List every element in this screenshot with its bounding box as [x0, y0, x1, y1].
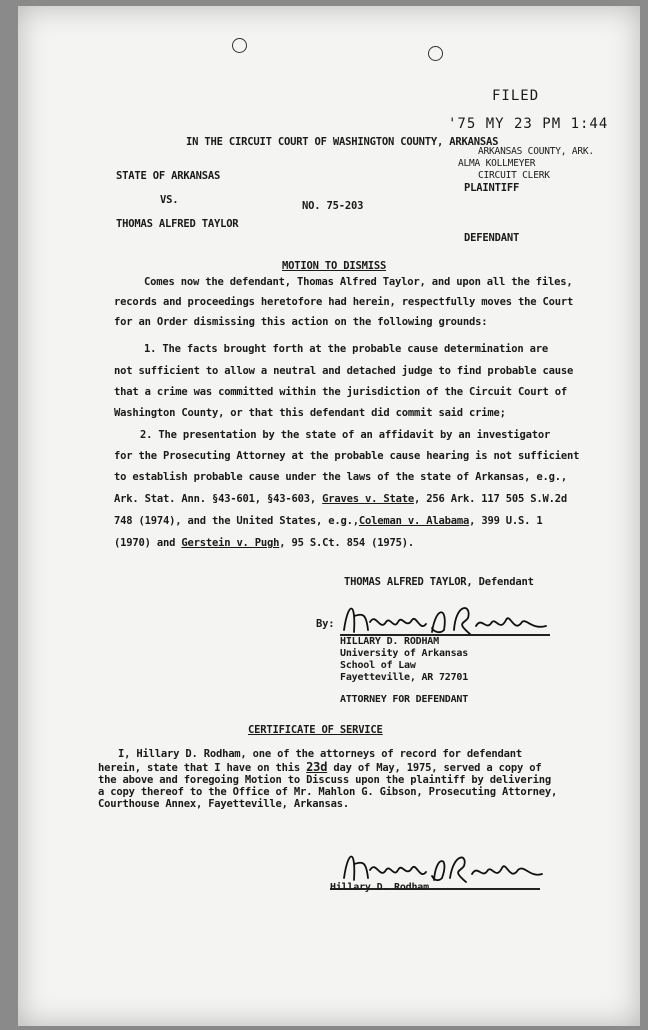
attorney-address: School of Law [340, 660, 416, 671]
certificate-text: herein, state that I have on this [98, 762, 307, 774]
certificate-signer: Hillary D. Rodham [330, 882, 429, 893]
citation-text: (1970) and [114, 537, 182, 549]
citation-text: 748 (1974), and the United States, e.g., [114, 515, 359, 527]
motion-line: records and proceedings heretofore had herein, respectfully moves the Court [114, 296, 574, 308]
motion-line: Washington County, or that this defendant did commit said crime; [114, 407, 506, 419]
certificate-line: I, Hillary D. Rodham, one of the attorneys of record for defendant [118, 748, 523, 760]
versus-label: VS. [160, 194, 179, 206]
case-cite-coleman: Coleman v. Alabama [358, 515, 470, 527]
motion-line: that a crime was committed within the jurisdiction of the Circuit Court of [114, 386, 567, 398]
signature-by-label: By: [316, 618, 335, 630]
plaintiff-name: STATE OF ARKANSAS [116, 170, 221, 182]
defendant-name: THOMAS ALFRED TAYLOR [116, 218, 239, 230]
attorney-address: Fayetteville, AR 72701 [340, 672, 469, 683]
filed-stamp-date: '75 MY 23 PM 1:44 [448, 116, 609, 132]
citation-text: , 95 S.Ct. 854 (1975). [279, 537, 414, 549]
filed-stamp-county: ARKANSAS COUNTY, ARK. [478, 146, 594, 157]
attorney-name: HILLARY D. RODHAM [340, 636, 439, 647]
certificate-line: the above and foregoing Motion to Discuss upon the plaintiff by delivering [98, 774, 551, 786]
citation-line [114, 515, 543, 527]
certificate-text: day of May, 1975, served a copy of [327, 762, 542, 774]
citation-text: , 399 U.S. 1 [469, 515, 543, 527]
punch-hole-left [232, 38, 247, 53]
filed-stamp-label: FILED [492, 88, 540, 104]
motion-line: for the Prosecuting Attorney at the probable cause hearing is not sufficient [114, 450, 580, 462]
citation-text: Ark. Stat. Ann. §43-601, §43-603, [114, 493, 323, 505]
case-number: NO. 75-203 [302, 200, 364, 212]
certificate-line [98, 760, 541, 774]
motion-line: 1. The facts brought forth at the probable cause determination are [144, 343, 549, 355]
certificate-line: a copy thereof to the Office of Mr. Mahlon G. Gibson, Prosecuting Attorney, [98, 786, 558, 798]
service-day: 23d [306, 760, 328, 774]
filed-stamp-clerk-name: ALMA KOLLMEYER [458, 158, 536, 169]
court-header: IN THE CIRCUIT COURT OF WASHINGTON COUNTY, ARKANSAS [186, 136, 499, 148]
motion-title: MOTION TO DISMISS [282, 260, 387, 272]
citation-line [114, 493, 567, 505]
motion-line: not sufficient to allow a neutral and detached judge to find probable cause [114, 365, 574, 377]
citation-line [114, 537, 414, 549]
plaintiff-label: PLAINTIFF [464, 182, 520, 194]
certificate-title: CERTIFICATE OF SERVICE [248, 724, 383, 736]
attorney-role: ATTORNEY FOR DEFENDANT [340, 694, 469, 705]
motion-line: for an Order dismissing this action on the following grounds: [114, 316, 488, 328]
defendant-label: DEFENDANT [464, 232, 520, 244]
case-cite-gerstein: Gerstein v. Pugh [181, 537, 280, 549]
filed-stamp-clerk-title: CIRCUIT CLERK [478, 170, 550, 181]
signature-party: THOMAS ALFRED TAYLOR, Defendant [344, 576, 534, 588]
certificate-line: Courthouse Annex, Fayetteville, Arkansas. [98, 798, 349, 810]
motion-line: to establish probable cause under the laws of the state of Arkansas, e.g., [114, 471, 567, 483]
motion-line: 2. The presentation by the state of an affidavit by an investigator [140, 429, 551, 441]
case-cite-graves: Graves v. State [322, 493, 414, 505]
motion-line: Comes now the defendant, Thomas Alfred Taylor, and upon all the files, [144, 276, 573, 288]
attorney-address: University of Arkansas [340, 648, 469, 659]
document-page [18, 6, 640, 1026]
punch-hole-right [428, 46, 443, 61]
citation-text: , 256 Ark. 117 505 S.W.2d [413, 493, 568, 505]
